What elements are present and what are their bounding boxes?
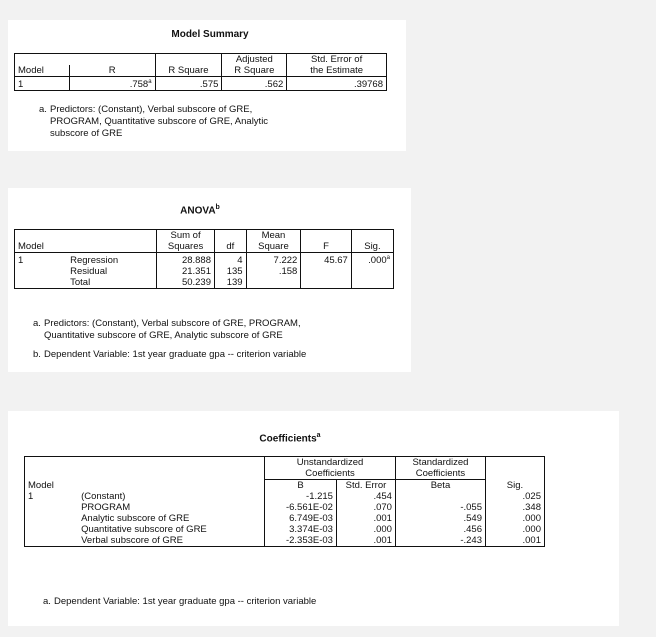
coefficients-footnote: a. Dependent Variable: 1st year graduate gpa -- criterion variable [43,596,317,607]
header-beta: Beta [395,480,485,492]
model-summary-header-model [15,54,70,66]
header-std-line2: Coefficients [395,468,485,480]
row-adj-r-square: .562 [222,77,287,91]
header-sig: Sig. [364,241,381,252]
table-row: Residual 21.351 135 .158 [15,266,394,277]
row-label: Verbal subscore of GRE [78,535,265,547]
header-ss-line2: Squares [157,241,215,253]
header-ss-line1: Sum of [157,230,215,242]
header-stderr-line1: Std. Error of [311,54,363,65]
header-sig: Sig. [506,480,524,491]
header-r-square: R Square [155,65,222,77]
anova-footnote-a: a. Predictors: (Constant), Verbal subscore of GRE, PROGRAM, Quantitative subscore of GRE, Analytic subscore of GRE [33,318,301,341]
row-label: Total [67,277,156,289]
header-f: F [301,241,352,253]
footnote-text: Predictors: (Constant), Verbal subscore of GRE, PROGRAM, Quantitative subscore of GRE, Analytic subscore of GRE [50,104,269,139]
coef-model-num: 1 [28,491,34,502]
row-label: (Constant) [78,491,265,502]
row-label: Analytic subscore of GRE [78,513,265,524]
table-row: Quantitative subscore of GRE 3.374E-03 .000 .456 .000 [25,524,545,535]
header-unstd-line2: Coefficients [265,468,396,480]
header-ms-line1: Mean [246,230,301,242]
table-row: Verbal subscore of GRE -2.353E-03 .001 -.243 .001 [25,535,545,547]
table-row: Analytic subscore of GRE 6.749E-03 .001 .549 .000 [25,513,545,524]
header-b: B [265,480,337,492]
header-df: df [215,241,247,253]
table-row: PROGRAM -6.561E-02 .070 -.055 .348 [25,502,545,513]
row-label: Regression [67,253,156,267]
anova-model-num: 1 [18,255,24,267]
header-ms-line2: Square [246,241,301,253]
header-unstd-line1: Unstandardized [296,457,364,468]
anova-title: ANOVA$^b$ [180,204,220,217]
model-summary-table [14,53,387,91]
row-r-value: .758 [129,79,149,91]
header-model: Model [15,65,70,77]
header-adjusted-line2: R Square [222,65,287,77]
model-summary-footnote [39,104,399,144]
header-stderr-line2: the Estimate [310,65,364,76]
header-adjusted-line1: Adjusted [222,54,287,66]
footnote-label: a. [39,104,47,115]
row-r-footnote: a [148,79,152,85]
table-row: 1 Regression 28.888 4 7.222 45.67 .000$^a$ [15,253,394,267]
row-r [69,77,155,91]
anova-table [14,229,394,289]
row-std-error: .39768 [353,79,383,91]
header-r: R [69,65,155,77]
table-row: 1 (Constant) -1.215 .454 .025 [25,491,545,502]
row-label: Quantitative subscore of GRE [78,524,265,535]
row-label: Residual [67,266,156,277]
anova-footnote-b: b. Dependent Variable: 1st year graduate gpa -- criterion variable [33,349,307,360]
coefficients-table [24,456,545,547]
model-summary-title: Model Summary [171,29,249,40]
table-row: Total 50.239 139 [15,277,394,289]
row-model: 1 [15,77,70,91]
header-std-error: Std. Error [336,480,395,492]
coef-header-model: Model [28,480,54,491]
anova-header-model: Model [18,241,44,252]
row-label: PROGRAM [78,502,265,513]
row-r-square: .575 [155,77,222,91]
coefficients-title: Coefficients$^a$ [259,432,321,445]
header-std-line1: Standardized [395,457,485,469]
